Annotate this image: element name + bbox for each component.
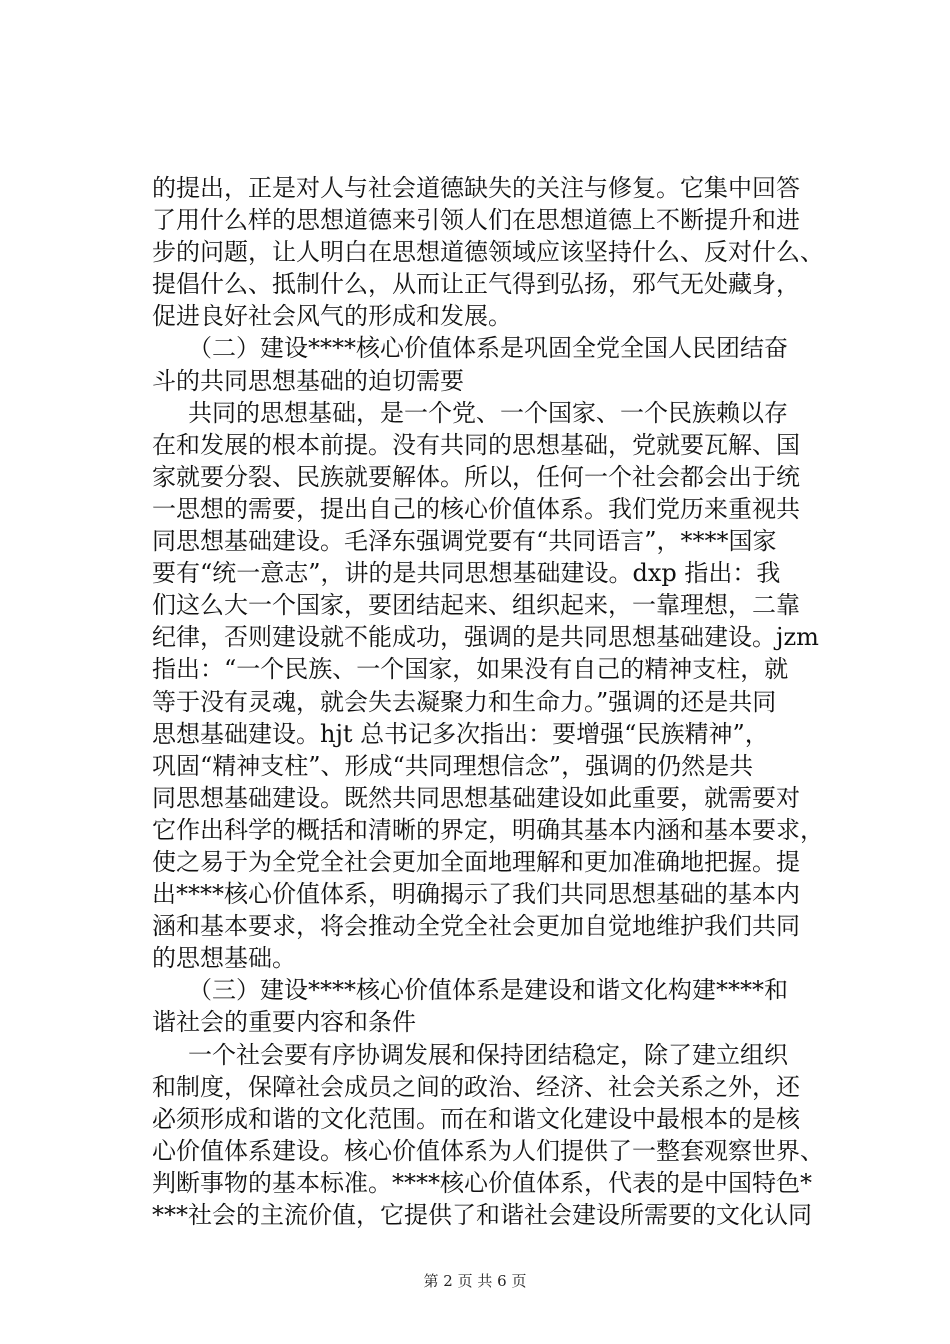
text-line: 心价值体系建设。核心价值体系为人们提供了一整套观察世界、 [152,1136,824,1165]
text-line: 涵和基本要求，将会推动全党全社会更加自觉地维护我们共同 [152,912,800,941]
text-line: 判断事物的基本标准。****核心价值体系，代表的是中国特色* [152,1168,812,1197]
text-line: 提倡什么、抵制什么，从而让正气得到弘扬，邪气无处藏身， [152,270,800,299]
section-heading-3: （三）建设****核心价值体系是建设和谐文化构建****和 [188,976,788,1005]
text-line: 思想基础建设。hjt 总书记多次指出：要增强“民族精神”， [152,719,769,748]
text-line: 家就要分裂、民族就要解体。所以，任何一个社会都会出于统 [152,462,800,491]
text-line: 的提出，正是对人与社会道德缺失的关注与修复。它集中回答 [152,174,800,202]
text-line: 巩固“精神支柱”、形成“共同理想信念”，强调的仍然是共 [152,751,754,780]
text-line: ***社会的主流价值，它提供了和谐社会建设所需要的文化认同 [152,1201,812,1229]
page-footer [0,1270,950,1291]
text-line: 使之易于为全党全社会更加全面地理解和更加准确地把握。提 [152,847,800,876]
text-line: 等于没有灵魂，就会失去凝聚力和生命力。”强调的还是共同 [152,687,777,716]
text-line: 出****核心价值体系，明确揭示了我们共同思想基础的基本内 [152,880,800,909]
text-line: 指出：“一个民族、一个国家，如果没有自己的精神支柱，就 [152,655,789,684]
body-text [152,172,842,1231]
text-line: 一思想的需要，提出自己的核心价值体系。我们党历来重视共 [152,494,800,523]
text-line: 步的问题，让人明白在思想道德领域应该坚持什么、反对什么、 [152,238,824,267]
paragraph-start: 一个社会要有序协调发展和保持团结稳定，除了建立组织 [188,1040,788,1069]
text-line: 它作出科学的概括和清晰的界定，明确其基本内涵和基本要求， [152,815,824,844]
text-line: 同思想基础建设。毛泽东强调党要有“共同语言”，****国家 [152,527,777,556]
text-line: 促进良好社会风气的形成和发展。 [152,302,512,331]
text-line: 们这么大一个国家，要团结起来、组织起来，一靠理想，二靠 [152,591,800,620]
text-line: 要有“统一意志”，讲的是共同思想基础建设。dxp 指出：我 [152,559,781,588]
section-heading-2-cont: 斗的共同思想基础的迫切需要 [152,366,464,395]
text-line: 了用什么样的思想道德来引领人们在思想道德上不断提升和进 [152,206,800,235]
text-line: 的思想基础。 [152,944,296,973]
text-line: 和制度，保障社会成员之间的政治、经济、社会关系之外，还 [152,1072,800,1101]
text-line: 在和发展的根本前提。没有共同的思想基础，党就要瓦解、国 [152,430,800,459]
text-line: 同思想基础建设。既然共同思想基础建设如此重要，就需要对 [152,783,800,812]
paragraph-start: 共同的思想基础，是一个党、一个国家、一个民族赖以存 [188,398,788,427]
section-heading-3-cont: 谐社会的重要内容和条件 [152,1008,416,1037]
text-line: 必须形成和谐的文化范围。而在和谐文化建设中最根本的是核 [152,1104,800,1133]
text-line: 纪律，否则建设就不能成功，强调的是共同思想基础建设。jzm [152,623,819,652]
section-heading-2: （二）建设****核心价值体系是巩固全党全国人民团结奋 [188,334,788,363]
page-indicator: 第 2 页 共 6 页 [423,1272,527,1290]
